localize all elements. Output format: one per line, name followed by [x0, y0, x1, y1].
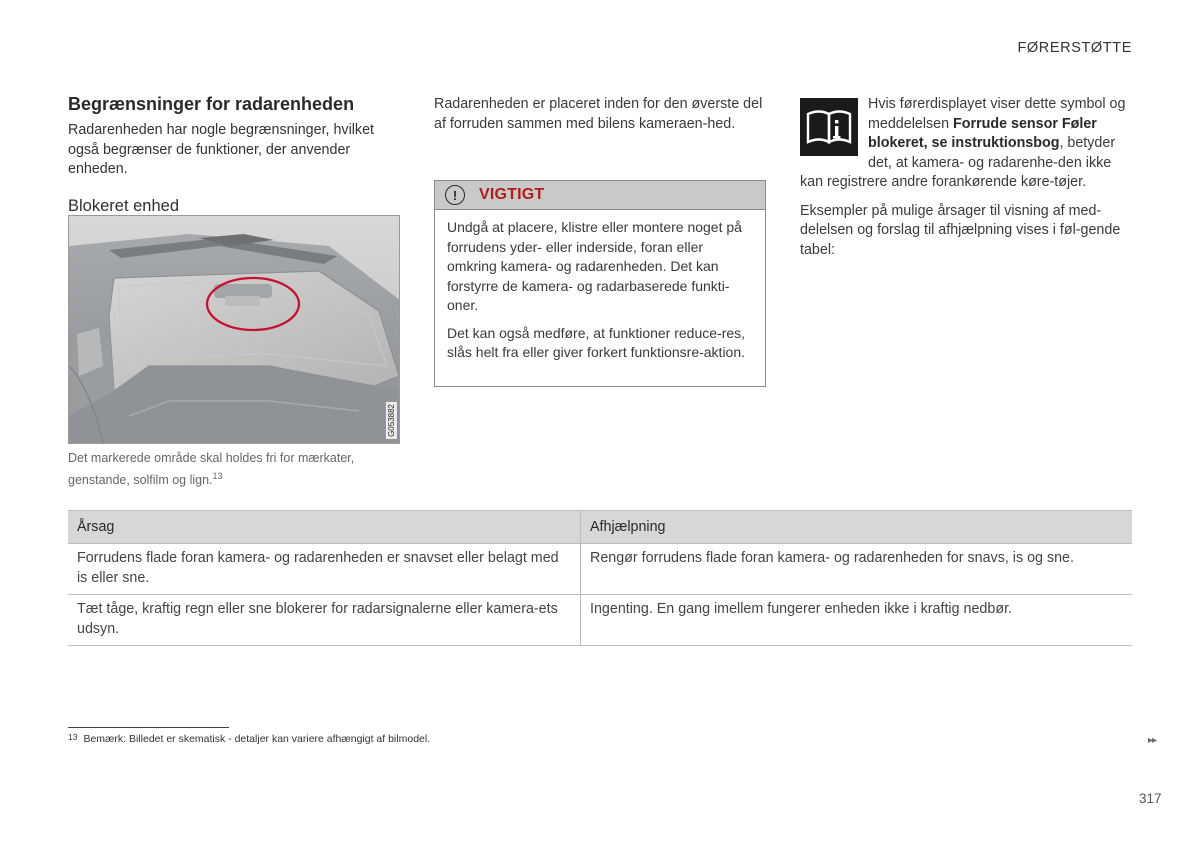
subheading-blocked-unit: Blokeret enhed — [68, 196, 179, 215]
examples-paragraph: Eksempler på mulige årsager til visning af med-delelsen og forslag til afhjælpning vises i føl-gende tabel: — [800, 202, 1121, 258]
exclamation-icon: ! — [445, 185, 465, 205]
table-cell-cause: Forrudens flade foran kamera- og radarenheden er snavset eller belagt med is eller sne. — [68, 544, 581, 595]
page-number: 317 — [1139, 791, 1162, 806]
footnote-text: Bemærk: Billedet er skematisk - detaljer kan variere afhængigt af bilmodel. — [83, 733, 431, 745]
next-page-arrows-icon: ▸▸ — [1148, 735, 1157, 746]
section-header: FØRERSTØTTE — [1017, 40, 1132, 56]
figure-id-label: G053882 — [387, 404, 396, 437]
caption-text: Det markerede område skal holdes fri for mærkater, genstande, solfilm og lign. — [68, 451, 355, 488]
caption-footnote-ref: 13 — [212, 471, 223, 481]
intro-paragraph: Radarenheden har nogle begrænsninger, hvilket også begrænser de funktioner, der anvender enheden. — [68, 122, 375, 177]
column-3 — [800, 95, 1132, 260]
message-text: Forrude sensor Føler blokeret, se instruktionsbog — [868, 115, 1097, 151]
table-header-row — [68, 511, 1132, 544]
column-header-remedy: Afhjælpning — [581, 511, 1133, 544]
windshield-illustration — [68, 215, 400, 444]
important-notice-header — [435, 181, 765, 210]
table-cell-cause: Tæt tåge, kraftig regn eller sne blokerer for radarsignalerne eller kamera-ets udsyn. — [68, 595, 581, 646]
important-notice-box — [434, 180, 766, 387]
column-2 — [434, 95, 766, 134]
footnote — [68, 733, 430, 745]
figure-caption — [68, 449, 388, 489]
important-notice-title: VIGTIGT — [479, 186, 545, 203]
symbol-explanation-paragraph: Hvis førerdisplayet viser dette symbol og meddelelsen Forrude sensor Føler blokeret, se instruktionsbog, betyder det, at kamera- og radarenhe-den ikke kan registrere andre forankørende køre-tøjer. — [800, 96, 1126, 190]
table-row — [68, 544, 1132, 595]
footnote-divider — [68, 727, 229, 728]
car-windshield-image — [69, 216, 400, 444]
causes-remedies-table — [68, 510, 1132, 646]
important-notice-body — [435, 210, 765, 363]
column-1 — [68, 94, 400, 216]
section-heading: Begrænsninger for radarenheden — [68, 94, 355, 114]
footnote-number: 13 — [68, 732, 78, 742]
radar-location-paragraph: Radarenheden er placeret inden for den øverste del af forruden sammen med bilens kameraen-hed. — [434, 96, 763, 132]
table-row — [68, 595, 1132, 646]
column-header-cause: Årsag — [68, 511, 581, 544]
notice-paragraph-1: Undgå at placere, klistre eller montere noget på forrudens yder- eller inderside, foran eller omkring kamera- og radarenheden. Det kan forstyrre de kamera- og radarbaserede funkti-oner. — [447, 219, 742, 313]
table-cell-remedy: Rengør forrudens flade foran kamera- og radarenheden for snavs, is og sne. — [581, 544, 1133, 595]
notice-paragraph-2: Det kan også medføre, at funktioner reduce-res, slås helt fra eller giver forkert funktionsre-aktion. — [447, 324, 746, 360]
table-cell-remedy: Ingenting. En gang imellem fungerer enheden ikke i kraftig nedbør. — [581, 595, 1133, 646]
